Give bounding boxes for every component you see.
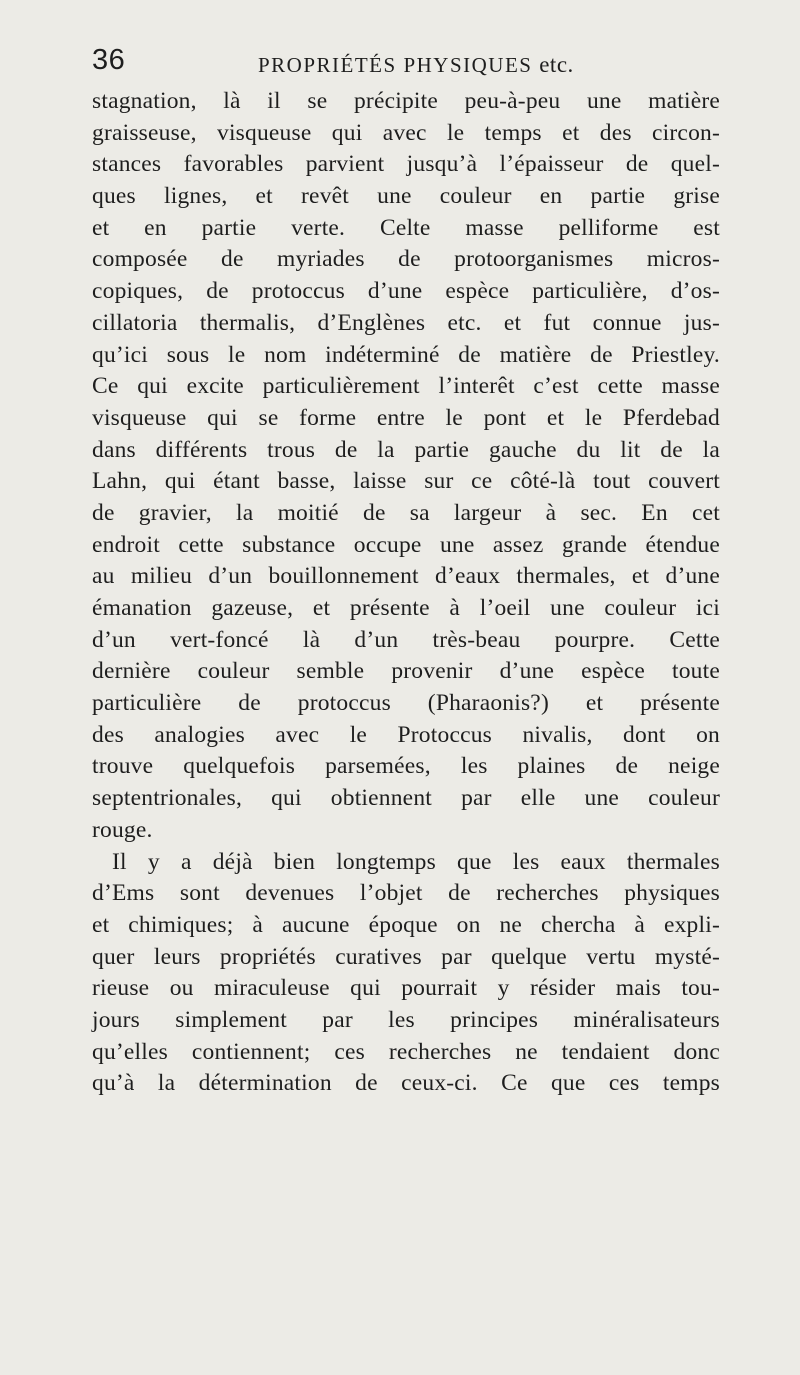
- text-line: ques lignes, et revêt une couleur en partie grise: [92, 183, 720, 210]
- text-line: stances favorables parvient jusqu’à l’épaisseur de quel-: [92, 151, 720, 178]
- text-line: visqueuse qui se forme entre le pont et le Pferdebad: [92, 404, 720, 431]
- text-line: composée de myriades de protoorganismes micros-: [92, 246, 720, 273]
- text-line: endroit cette substance occupe une assez grande étendue: [92, 531, 720, 558]
- text-line: jours simplement par les principes minéralisateurs: [92, 1006, 720, 1033]
- running-head: [92, 44, 690, 84]
- text-line: qu’à la détermination de ceux-ci. Ce que ces temps: [92, 1070, 720, 1097]
- text-line: septentrionales, qui obtiennent par elle une couleur: [92, 785, 720, 812]
- page-number: 36: [92, 44, 126, 76]
- running-title: [258, 52, 574, 78]
- text-line: émanation gazeuse, et présente à l’oeil une couleur ici: [92, 595, 720, 621]
- text-line: stagnation, là il se précipite peu-à-peu une matière: [92, 88, 720, 114]
- paragraph-1: [92, 86, 720, 847]
- text-line: des analogies avec le Protoccus nivalis, dont on: [92, 721, 720, 748]
- text-line: trouve quelquefois parsemées, les plaines de neige: [92, 753, 720, 780]
- text-line: de gravier, la moitié de sa largeur à sec. En cet: [92, 499, 720, 526]
- text-line: rieuse ou miraculeuse qui pourrait y résider mais tou-: [92, 975, 720, 1002]
- text-line: quer leurs propriétés curatives par quelque vertu mysté-: [92, 943, 720, 970]
- text-line: qu’elles contiennent; ces recherches ne tendaient donc: [92, 1038, 720, 1065]
- text-line: Ce qui excite particulièrement l’interêt c’est cette masse: [92, 373, 720, 400]
- body-text: [92, 86, 720, 1100]
- text-line: et en partie verte. Celte masse pelliforme est: [92, 214, 720, 241]
- paragraph-2: [92, 847, 720, 1101]
- running-title-text: PROPRIÉTÉS PHYSIQUES: [258, 53, 533, 77]
- text-line: dans différents trous de la partie gauche du lit de la: [92, 436, 720, 463]
- text-line: dernière couleur semble provenir d’une espèce toute: [92, 658, 720, 685]
- text-line: graisseuse, visqueuse qui avec le temps et des circon-: [92, 119, 720, 146]
- text-line: d’un vert-foncé là d’un très-beau pourpre. Cette: [92, 626, 720, 653]
- text-line: Il y a déjà bien longtemps que les eaux thermales: [112, 848, 720, 875]
- text-line: au milieu d’un bouillonnement d’eaux thermales, et d’une: [92, 563, 720, 590]
- text-line: particulière de protoccus (Pharaonis?) et présente: [92, 690, 720, 717]
- text-line: qu’ici sous le nom indéterminé de matière de Priestley.: [92, 341, 720, 368]
- text-line: d’Ems sont devenues l’objet de recherches physiques: [92, 880, 720, 907]
- running-title-suffix: etc.: [539, 52, 574, 77]
- text-line: cillatoria thermalis, d’Englènes etc. et fut connue jus-: [92, 309, 720, 336]
- text-line: Lahn, qui étant basse, laisse sur ce côté-là tout couvert: [92, 468, 720, 495]
- text-line: et chimiques; à aucune époque on ne chercha à expli-: [92, 911, 720, 938]
- text-line: copiques, de protoccus d’une espèce particulière, d’os-: [92, 278, 720, 305]
- text-line: rouge.: [92, 816, 153, 843]
